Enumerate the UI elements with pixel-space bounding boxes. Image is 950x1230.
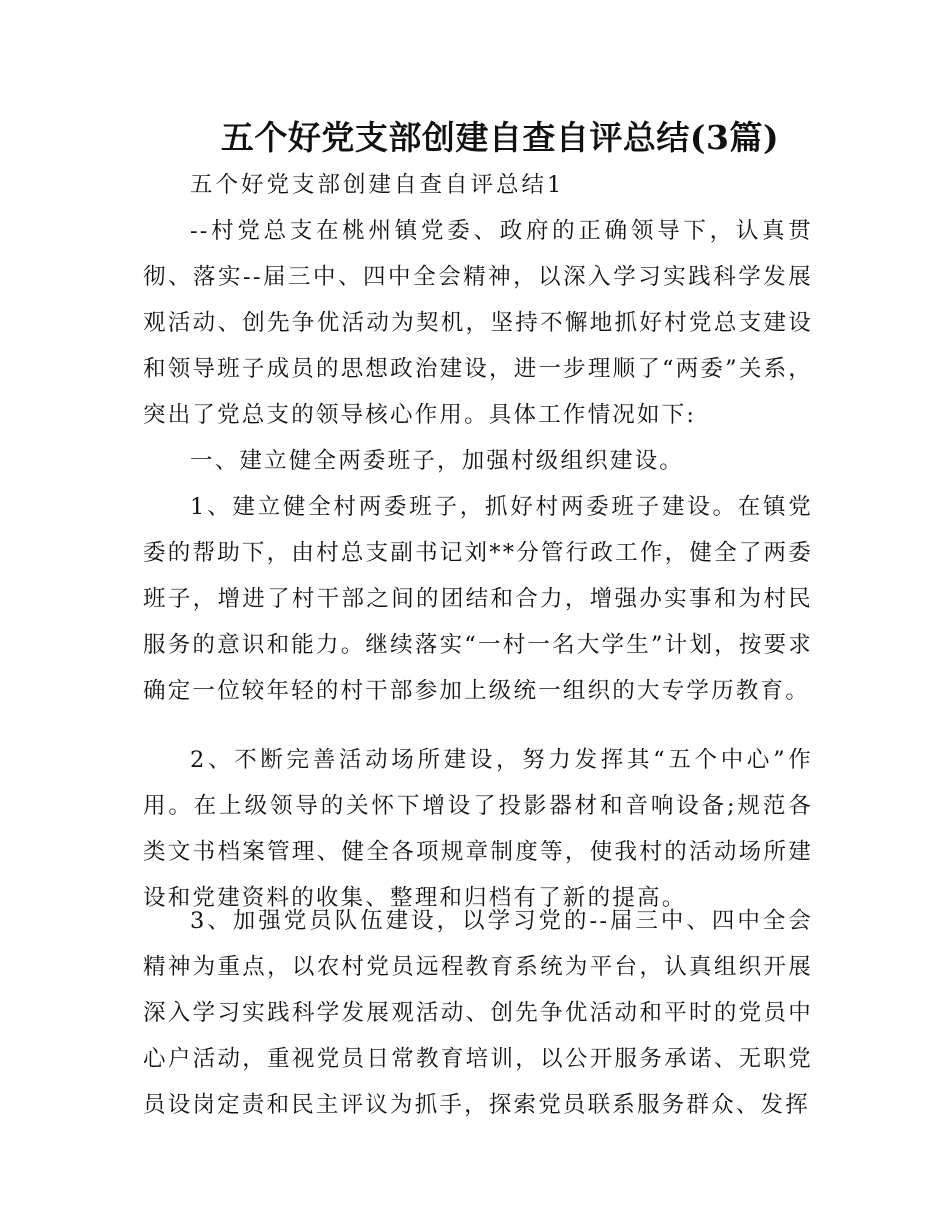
paragraph-item-1: 1、建立健全村两委班子，抓好村两委班子建设。在镇党委的帮助下，由村总支副书记刘**分管行政工作，健全了两委班子，增进了村干部之间的团结和合力，增强办实事和为村民服务的意识和能力。继续落实“一村一名大学生”计划，按要求确定一位较年轻的村干部参加上级统一组织的大专学历教育。 [143,494,813,704]
paragraph-item-2: 2、不断完善活动场所建设，努力发挥其“五个中心”作用。在上级领导的关怀下增设了投影器材和音响设备;规范各类文书档案管理、健全各项规章制度等，使我村的活动场所建设和党建资料的收集、整理和归档有了新的提高。 [143,747,813,911]
section-heading: 五个好党支部创建自查自评总结1 [190,172,565,198]
document-title: 五个好党支部创建自查自评总结(3篇) [220,118,780,157]
paragraph-intro: --村党总支在桃州镇党委、政府的正确领导下，认真贯彻、落实--届三中、四中全会精神，以深入学习实践科学发展观活动、创先争优活动为契机，坚持不懈地抓好村党总支建设和领导班子成员的思想政治建设，进一步理顺了“两委”关系，突出了党总支的领导核心作用。具体工作情况如下: [143,218,813,428]
paragraph-heading-1: 一、建立健全两委班子，加强村级组织建设。 [190,448,685,474]
paragraph-item-3: 3、加强党员队伍建设，以学习党的--届三中、四中全会精神为重点，以农村党员远程教育系统为平台，认真组织开展深入学习实践科学发展观活动、创先争优活动和平时的党员中心户活动，重视党员日常教育培训，以公开服务承诺、无职党员设岗定责和民主评议为抓手，探索党员联系服务群众、发挥 [143,908,813,1118]
